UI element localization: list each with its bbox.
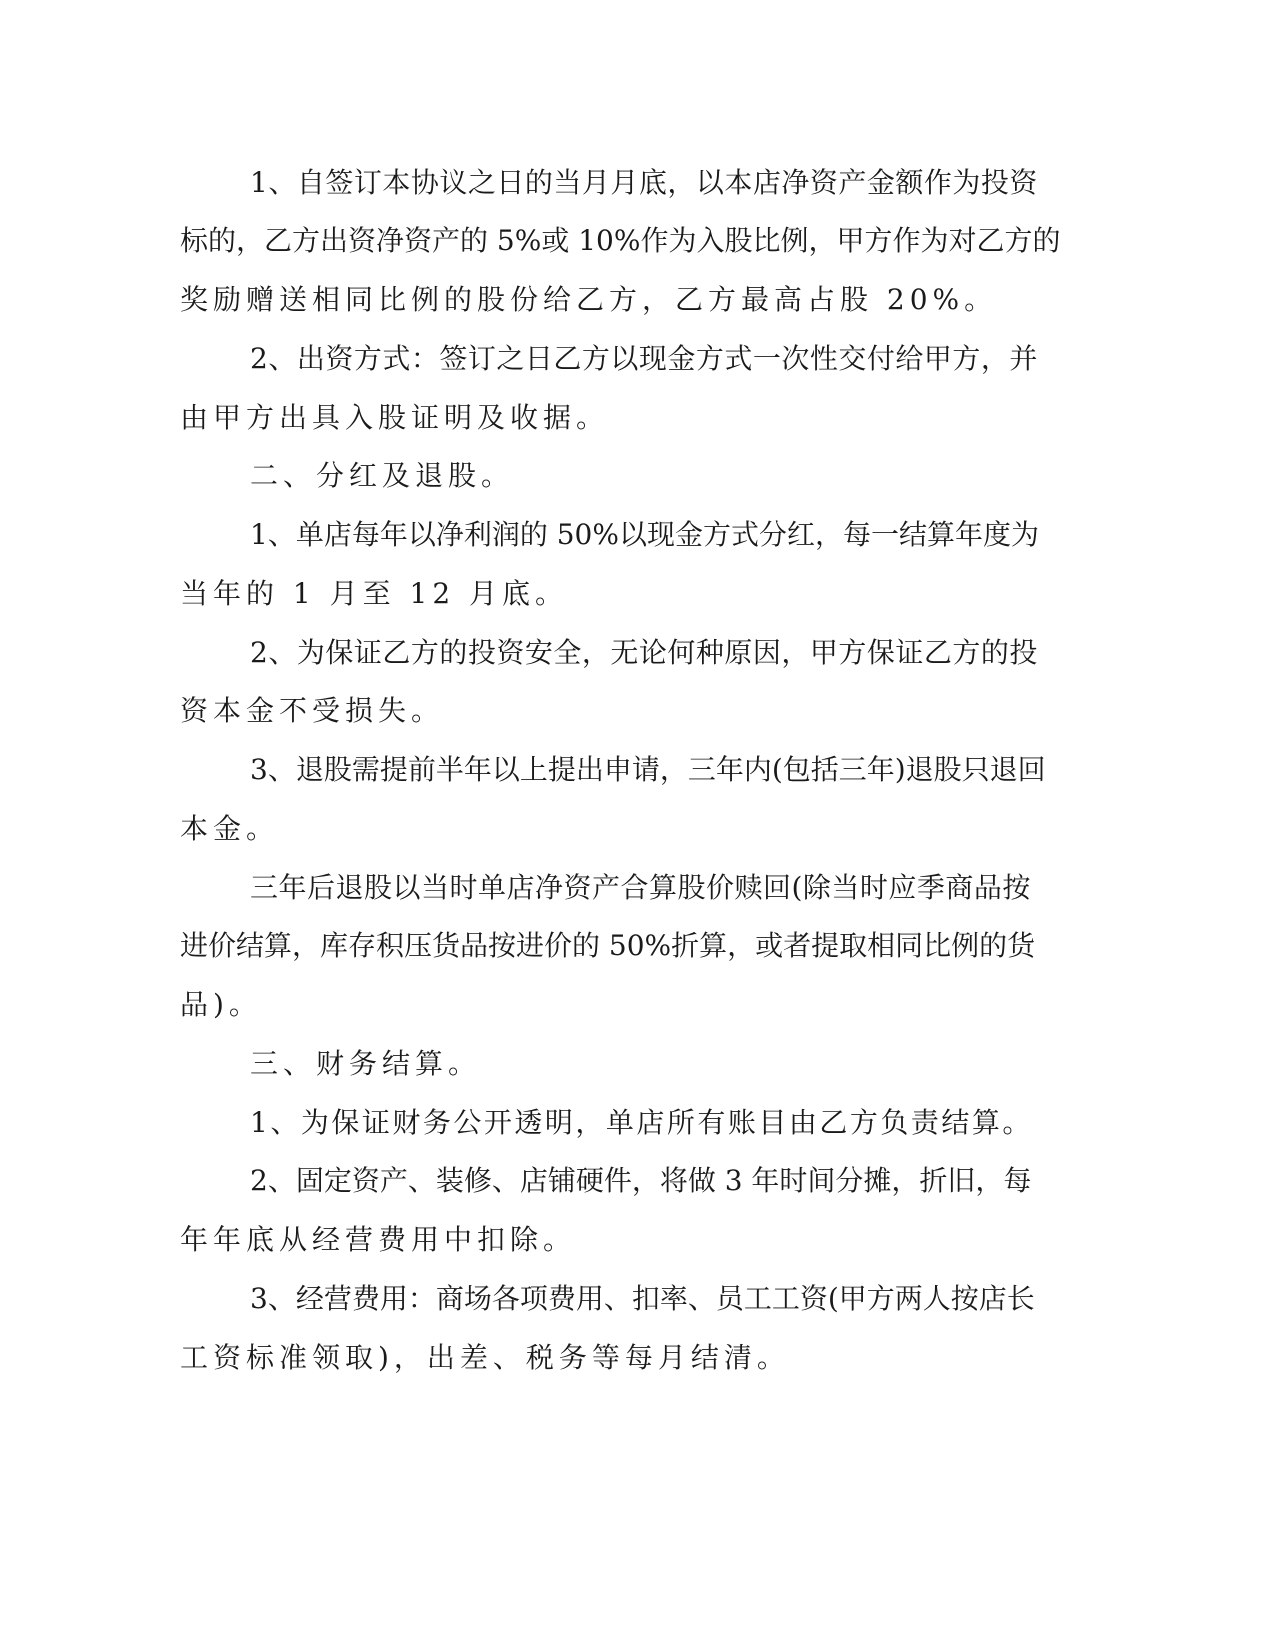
paragraph-line: 2、出资方式：签订之日乙方以现金方式一次性交付给甲方，并 — [250, 342, 1038, 375]
paragraph-line: 标的，乙方出资净资产的 5%或 10%作为入股比例，甲方作为对乙方的 — [180, 224, 1061, 257]
paragraph-line: 2、固定资产、装修、店铺硬件，将做 3 年时间分摊，折旧，每 — [250, 1164, 1032, 1197]
paragraph-line: 由甲方出具入股证明及收据。 — [180, 401, 610, 434]
paragraph-line: 1、自签订本协议之日的当月月底，以本店净资产金额作为投资 — [250, 166, 1038, 199]
section-heading: 二、分红及退股。 — [250, 459, 515, 492]
paragraph-line: 3、经营费用：商场各项费用、扣率、员工工资(甲方两人按店长 — [250, 1282, 1035, 1315]
paragraph-line: 本金。 — [180, 812, 280, 845]
paragraph-line: 奖励赠送相同比例的股份给乙方，乙方最高占股 20%。 — [180, 283, 998, 316]
paragraph-line: 1、为保证财务公开透明，单店所有账目由乙方负责结算。 — [250, 1106, 1033, 1139]
paragraph-line: 工资标准领取)，出差、税务等每月结清。 — [180, 1341, 790, 1374]
paragraph-line: 2、为保证乙方的投资安全，无论何种原因，甲方保证乙方的投 — [250, 636, 1038, 669]
section-heading: 三、财务结算。 — [250, 1047, 482, 1080]
paragraph-line: 资本金不受损失。 — [180, 694, 445, 727]
paragraph-line: 三年后退股以当时单店净资产合算股价赎回(除当时应季商品按 — [250, 871, 1031, 904]
paragraph-line: 进价结算，库存积压货品按进价的 50%折算，或者提取相同比例的货 — [180, 929, 1036, 962]
paragraph-line: 当年的 1 月至 12 月底。 — [180, 577, 569, 610]
paragraph-line: 3、退股需提前半年以上提出申请，三年内(包括三年)退股只退回 — [250, 753, 1046, 786]
paragraph-line: 品)。 — [180, 988, 262, 1021]
paragraph-line: 1、单店每年以净利润的 50%以现金方式分红，每一结算年度为 — [250, 518, 1039, 551]
paragraph-line: 年年底从经营费用中扣除。 — [180, 1223, 577, 1256]
